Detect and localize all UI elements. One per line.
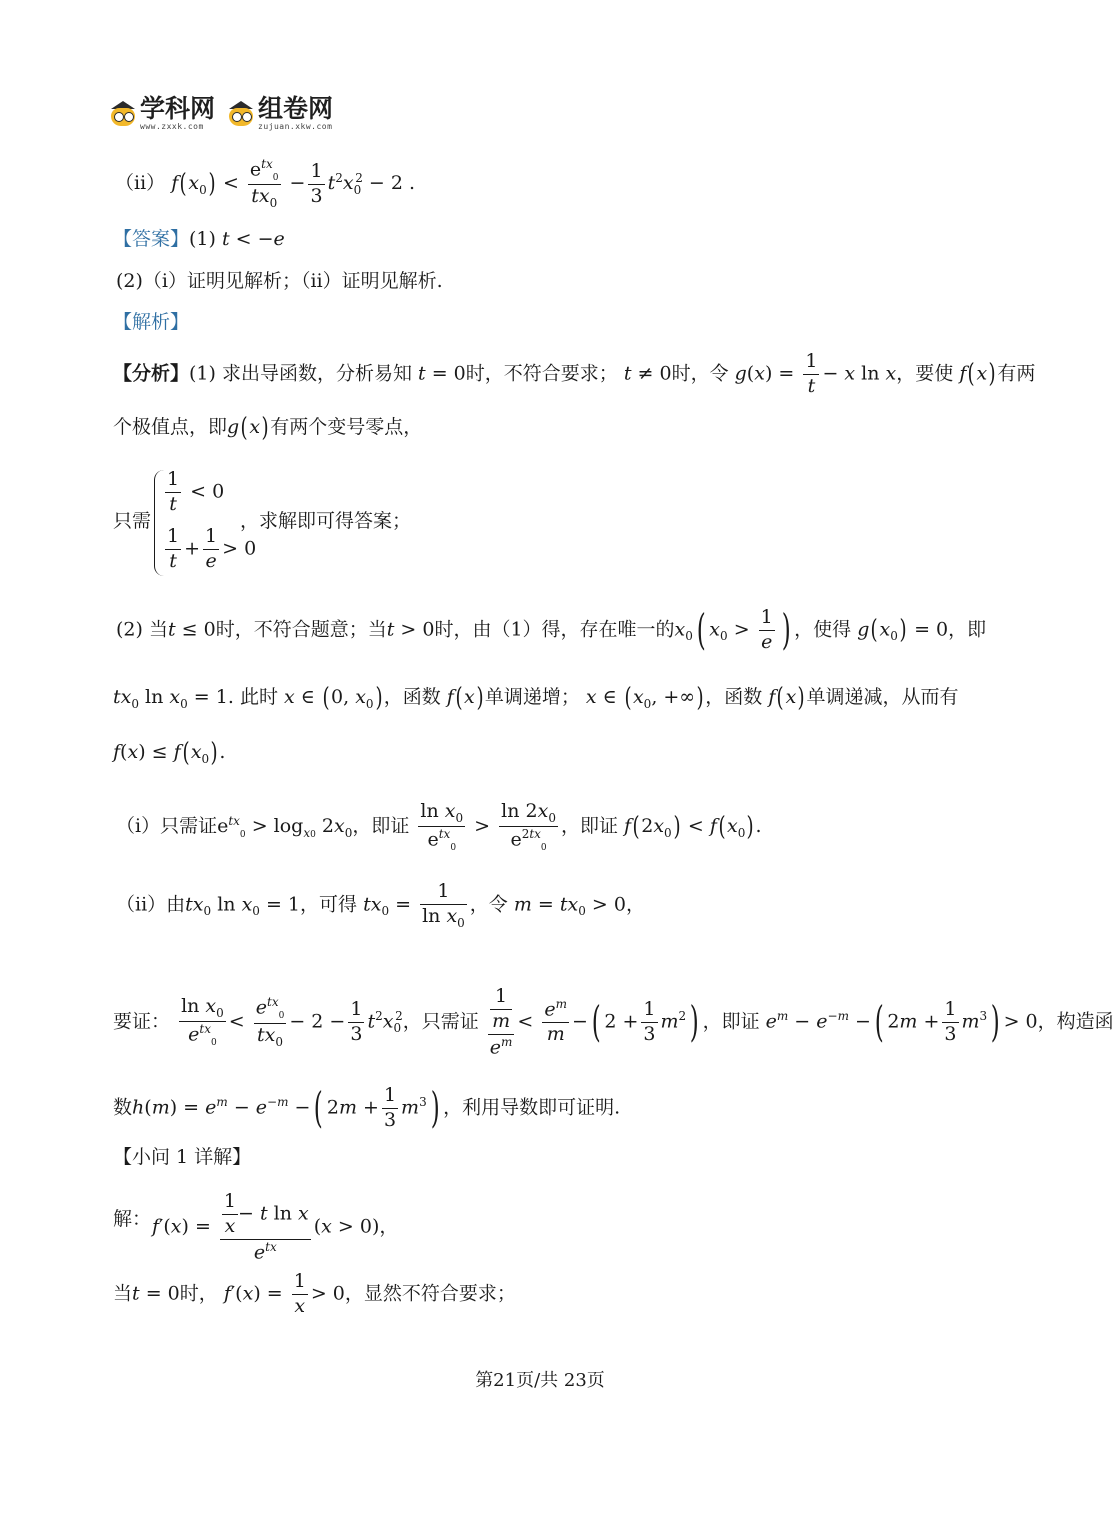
text-span: (1) 求出导函数，分析易知 <box>189 362 412 385</box>
text-span: ，函数 <box>705 686 763 708</box>
jie-label: 解： <box>113 1208 152 1230</box>
math: f <box>171 172 179 195</box>
text-span: ，显然不符合要求； <box>344 1282 516 1305</box>
text-span: ，利用导数即可证明. <box>443 1096 621 1119</box>
text-span: （ii）由 <box>116 893 186 916</box>
text-span: ，可得 <box>300 893 358 916</box>
text-span: （i）只需证 <box>116 815 218 838</box>
zxxk-logo <box>110 96 215 131</box>
text-span: 有两 <box>997 362 1036 385</box>
to-prove-line: 要证： $\frac{\ln x_0}{e^{tx}_0}$ < $\frac{e^{tx}_0}{tx_0}$ − 2 − $\frac{1}{3}$ $t^2x_0^2$，只需证 $\frac{\frac{1}{m}}{e^m}$ < $\frac{e^m}{m}$ −( 2 + $\frac{1}{3}$ $m^2$) ，即证 $e^m - e^{-m}$ −( 2m + $\frac{1}{3}$ $m^3) > 0$，构造函 <box>113 985 1114 1058</box>
analysis-line-1: 【分析】(1) 求出导函数，分析易知 t = 0时，不符合要求； t ≠ 0时，令 g(x) = $\frac{1}{t}$ − x ln x，要使 f(x)有两 <box>113 350 1036 397</box>
text-span: 有两个变号零点， <box>270 416 423 438</box>
owl-mascot-icon <box>110 101 136 127</box>
text-span: 单调递减，从而有 <box>806 686 959 708</box>
fraction: $\frac{e^{tx}_0}{tx_0}$ <box>249 157 279 211</box>
solve-text: ，求解即可得答案； <box>240 510 412 532</box>
text-span: ，即证 <box>352 815 410 838</box>
condition-2: $\frac{1}{t}$ + $\frac{1}{e}$ > 0 <box>167 525 257 572</box>
part2-line-1: (2) 当t ≤ 0时，不符合题意；当t > 0时，由（1）得，存在唯一的$x_0$( $x_0$ > $\frac{1}{e}$ ) ，使得 $g(x_0) = 0$，即 <box>116 605 987 655</box>
derivative-formula: f′(x) = $\frac{1}{x}$ − t ln x $e^{tx}$ (x > 0)， <box>152 1190 399 1263</box>
answer-line-2: (2)（ⅰ）证明见解析；（ⅱ）证明见解析. <box>116 270 443 292</box>
text-span: 时，由（1）得，存在唯一的 <box>434 618 675 641</box>
logo-title: 组卷网 <box>258 94 334 123</box>
part2-line-3: $f(x) \le f(x_0)$. <box>113 738 226 768</box>
problem-part-ii: （ⅱ） $f(x_0)$ < $\frac{e^{tx}_0}{tx_0}$ − $\frac{1}{3}$ $t^2x_0^2 - 2$ . <box>115 157 416 211</box>
analysis-line-2: 个极值点，即g(x)有两个变号零点， <box>113 413 423 443</box>
text-span: 当 <box>113 1282 133 1305</box>
analysis-tag: 【解析】 <box>113 311 190 333</box>
text-span: 时，不符合题意；当 <box>215 618 387 641</box>
answer-line-1: 【答案】(1) t < −e <box>113 228 285 250</box>
text-span: 单调递增； <box>484 686 580 708</box>
t-zero-line: 当t = 0时， f′(x) = $\frac{1}{x}$ > 0，显然不符合要求； <box>113 1270 516 1317</box>
answer-1-prefix: (1) <box>189 228 216 250</box>
condition-1: $\frac{1}{t}$ < 0 <box>167 468 225 515</box>
answer-tag: 【答案】 <box>113 228 190 250</box>
text-span: ，即证 <box>560 815 618 838</box>
part-i-line: （i）只需证$e^{tx}_0 > \log_{x0} 2x_0$，即证 $\frac{\ln x_0}{e^{tx}_0}$ > $\frac{\ln 2x_0}{e^{2tx}_0}$ ，即证 $f(2x_0) < f(x_0)$. <box>116 800 762 853</box>
text-span: ，即证 <box>702 1010 760 1033</box>
text-span: . 此时 <box>227 686 278 708</box>
text-span: 要证： <box>113 1010 171 1033</box>
zujuan-logo <box>228 96 333 131</box>
text-span: 时，不符合要求； <box>465 362 618 385</box>
analysis-head: 【分析】 <box>113 362 190 385</box>
text-span: ，令 <box>469 893 508 916</box>
page-footer: 第21页/共 23页 <box>475 1370 605 1391</box>
text-span: ，即 <box>948 618 987 641</box>
text-span: ，使得 <box>794 618 852 641</box>
part2-line-2: $tx_0$ $\ln x_0 = 1$. 此时 x ∈ (0, $x_0$)，函数 f(x)单调递增； x ∈ ($x_0$, +∞)，函数 f(x)单调递减，从而有 <box>113 683 959 713</box>
text-span: ，构造函 <box>1037 1010 1114 1033</box>
text-span: 时， <box>179 1282 218 1305</box>
part-ii-line: （ii）由$tx_0$ $\ln x_0 = 1$，可得 $tx_0$ = $\frac{1}{\ln x_0}$ ，令 $m = tx_0 > 0$， <box>116 880 645 930</box>
text-span: ，函数 <box>383 686 441 708</box>
text-span: 数 <box>113 1096 133 1119</box>
construct-function-line: 数$h(m) = e^m - e^{-m}$ −( 2m + $\frac{1}{3}$ $m^3$) ，利用导数即可证明. <box>113 1083 621 1133</box>
subquestion-1-tag: 【小问 1 详解】 <box>113 1146 252 1168</box>
logo-url: zujuan.xkw.com <box>258 122 333 131</box>
text-span: 个极值点，即 <box>113 416 228 438</box>
text-span: (2) 当 <box>116 618 168 641</box>
logo-url: www.zxxk.com <box>140 122 204 131</box>
owl-mascot-icon <box>228 101 254 127</box>
part-label: （ⅱ） <box>115 172 166 195</box>
only-need-label: 只需 <box>113 510 152 532</box>
logo-title: 学科网 <box>140 94 216 123</box>
text-span: ，要使 <box>896 362 954 385</box>
text-span: ，只需证 <box>402 1010 479 1033</box>
text-span: 时，令 <box>671 362 729 385</box>
